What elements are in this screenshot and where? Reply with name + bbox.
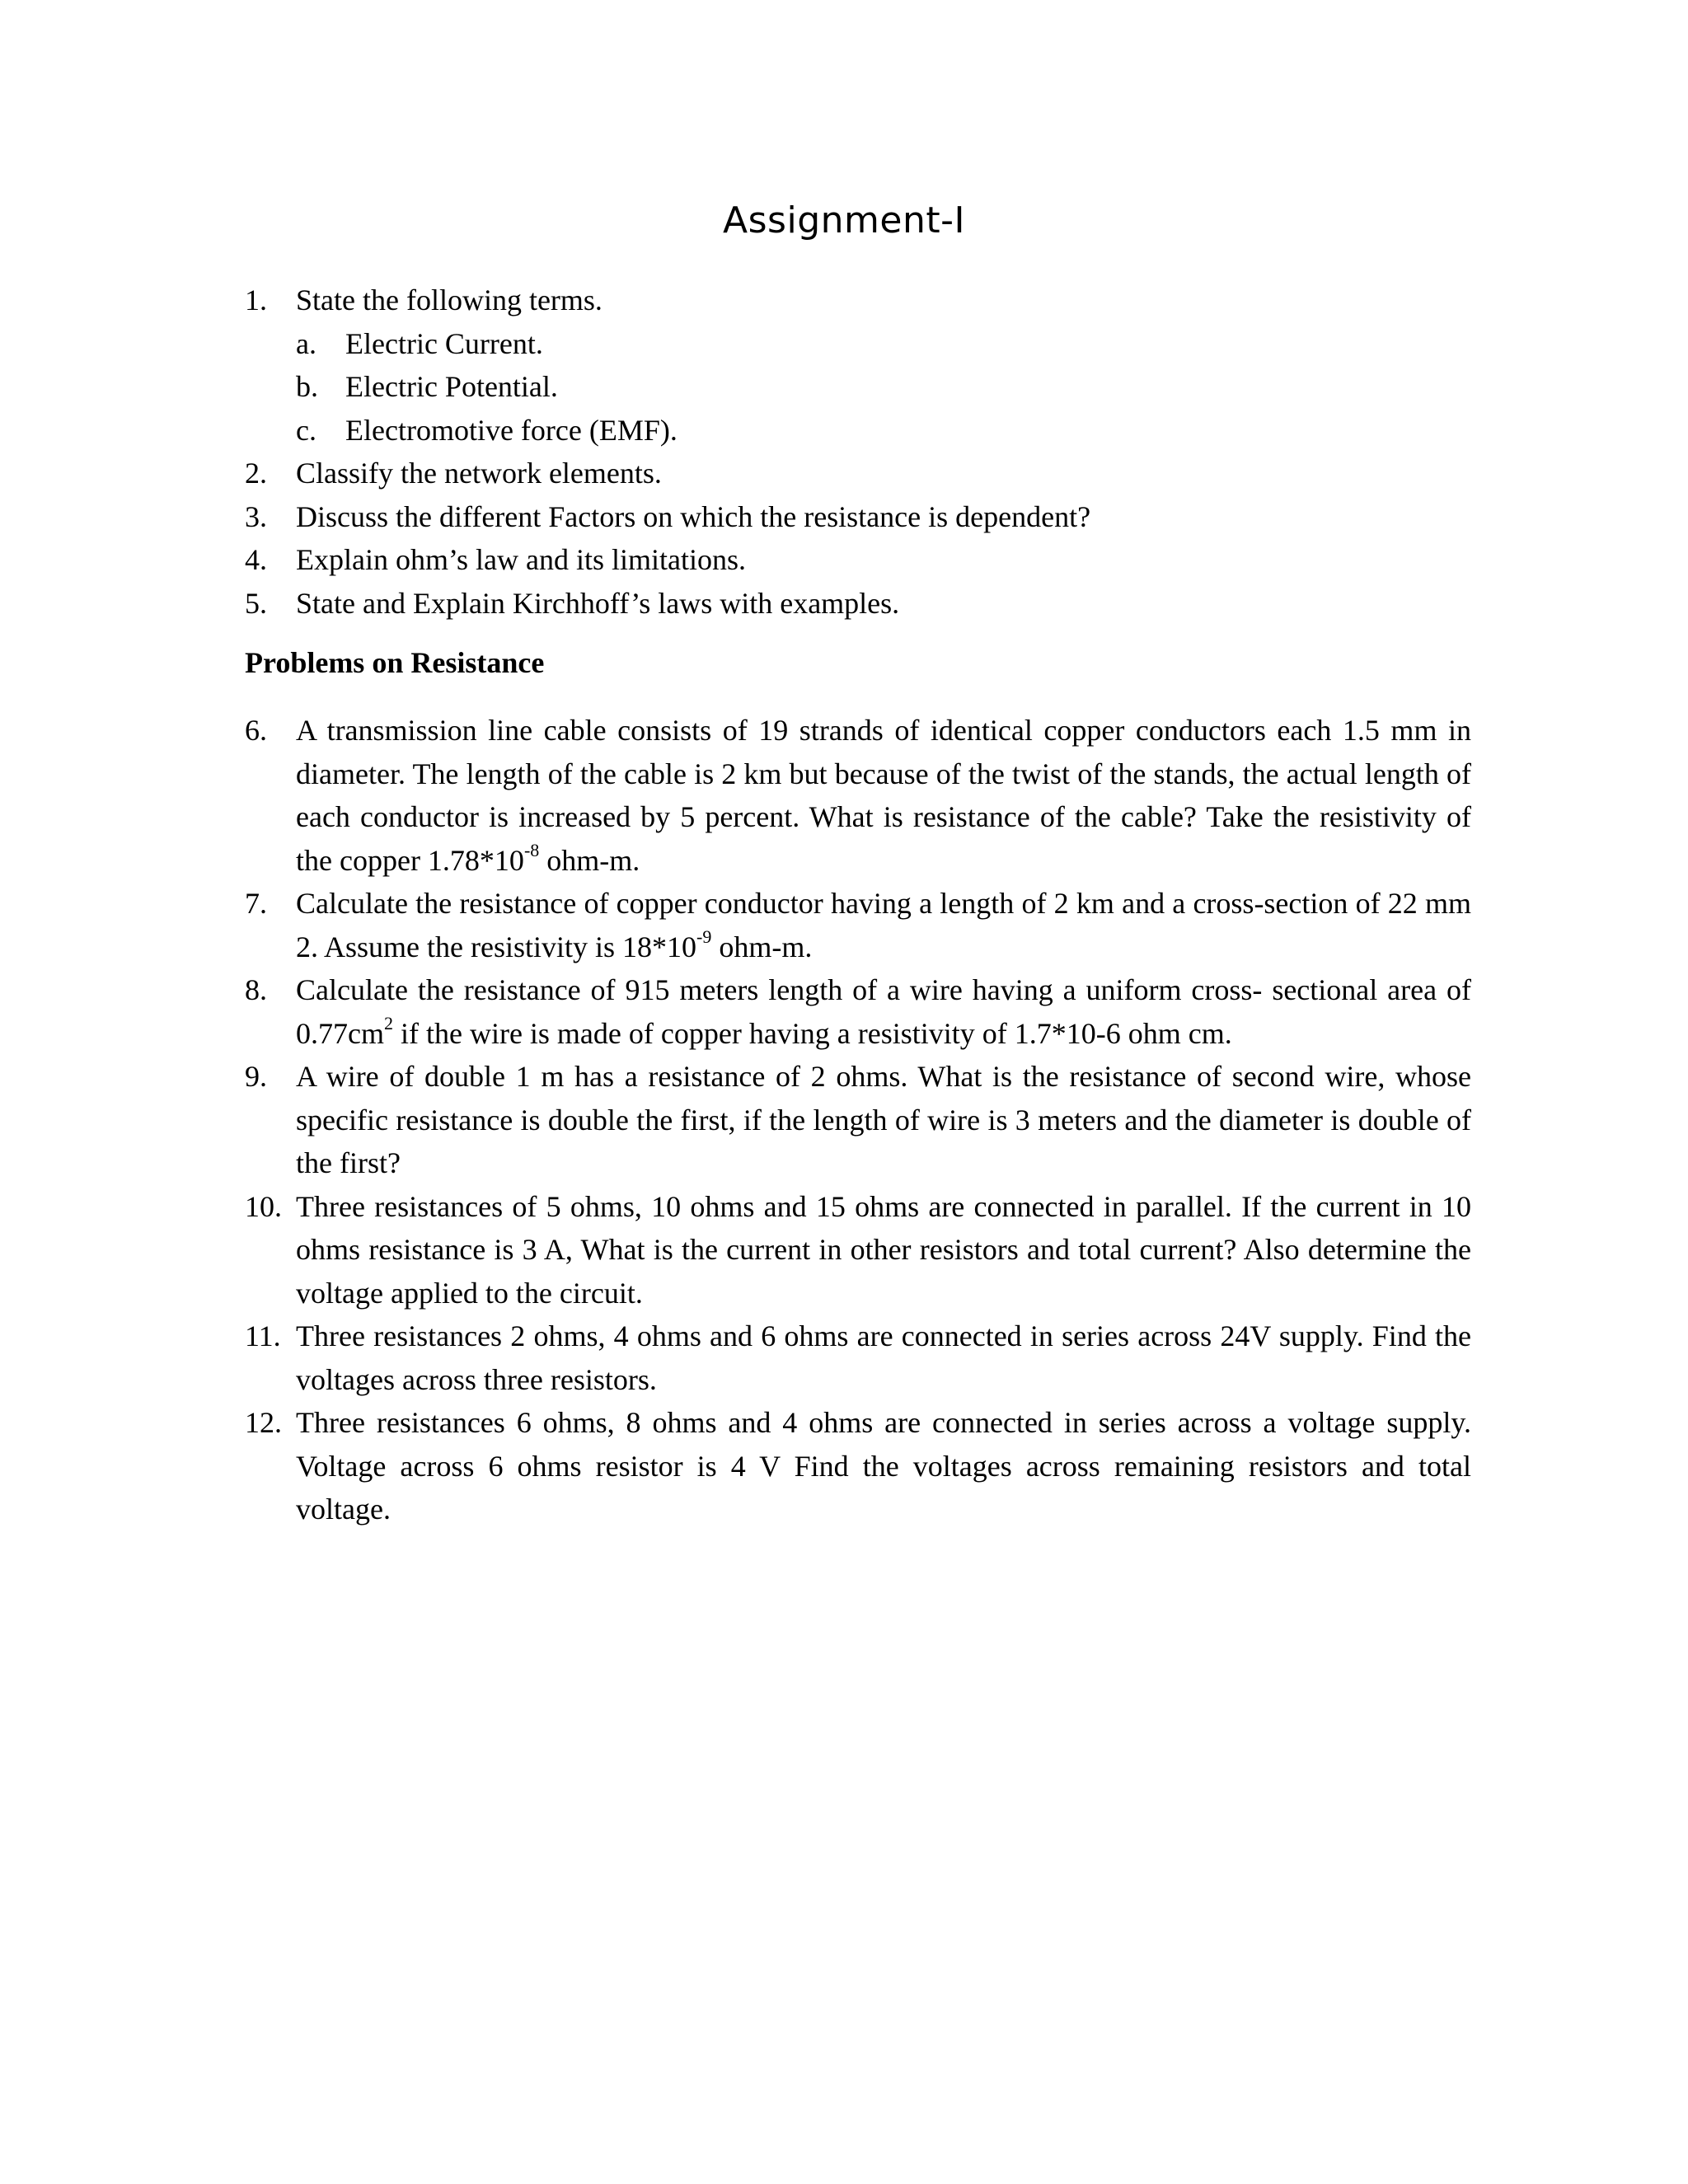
question-2 [245,452,1471,495]
question-text: State and Explain Kirchhoff’s laws with examples. [296,586,900,620]
question-9 [245,1055,1471,1185]
question-text-tail: if the wire is made of copper having a resistivity of 1.7*10-6 ohm cm. [392,1016,1232,1050]
question-number: 4. [245,543,267,576]
exponent: -9 [696,926,712,947]
exponent: -8 [523,839,540,860]
question-number: 1. [245,284,267,316]
question-number: 2. [245,457,267,490]
page-title: Assignment-I [723,199,965,241]
question-text: Three resistances 2 ohms, 4 ohms and 6 ohms are connected in series across 24V supply. Find the voltages across three resistors. [296,1319,1471,1396]
question-1 [245,279,1471,322]
question-number: 8. [245,973,267,1006]
question-text: Three resistances of 5 ohms, 10 ohms and 15 ohms are connected in parallel. If the current in 10 ohms resistance is 3 A, What is the current in other resistors and total current? Also determine the voltage applied to the circuit. [296,1189,1471,1310]
question-text: Discuss the different Factors on which the resistance is dependent? [296,499,1091,533]
sub-item-letter: a. [296,326,316,360]
question-text: A wire of double 1 m has a resistance of 2 ohms. What is the resistance of second wire, whose specific resistance is double the first, if the length of wire is 3 meters and the diameter is double of the first? [296,1060,1471,1179]
question-11 [245,1315,1471,1401]
question-number: 11. [245,1319,281,1352]
section-heading: Problems on Resistance [245,646,545,679]
question-text-tail: ohm-m. [539,843,640,877]
question-text: Three resistances 6 ohms, 8 ohms and 4 ohms are connected in series across a voltage supply. Voltage across 6 ohms resistor is 4 V Find the voltages across remaining resistors and total voltage. [296,1406,1471,1526]
question-text: State the following terms. [296,284,603,316]
sub-item-a [245,322,1471,366]
question-number: 10. [245,1189,282,1223]
question-number: 9. [245,1060,267,1093]
question-text: Explain ohm’s law and its limitations. [296,543,746,576]
question-6 [245,709,1471,882]
sub-item-c [245,409,1471,452]
question-10 [245,1185,1471,1315]
question-text: Classify the network elements. [296,457,662,490]
sub-item-b [245,365,1471,409]
question-text-tail: ohm-m. [711,930,813,963]
sub-item-text: Electromotive force (EMF). [345,413,678,447]
question-text: A transmission line cable consists of 19 strands of identical copper conductors each 1.5 mm in diameter. The length of the cable is 2 km but because of the twist of the stands, the actual length of each conductor is increased by 5 percent. What is resistance of the cable? Take the resistivity of the copper 1.78*10 [296,714,1471,877]
question-3 [245,495,1471,539]
question-number: 12. [245,1406,282,1439]
question-text: Calculate the resistance of copper conductor having a length of 2 km and a cross-section of 22 mm 2. Assume the resistivity is 18*10 [296,887,1471,963]
question-4 [245,538,1471,582]
sub-item-text: Electric Current. [345,326,543,360]
question-8 [245,968,1471,1055]
question-number: 3. [245,499,267,533]
question-number: 7. [245,887,267,920]
sub-item-letter: b. [296,370,318,403]
question-number: 6. [245,714,267,747]
question-text: Calculate the resistance of 915 meters length of a wire having a uniform cross- sectional area of 0.77cm [296,973,1471,1050]
exponent: 2 [383,1012,393,1033]
question-number: 5. [245,586,267,620]
question-5 [245,582,1471,626]
assignment-content [245,279,1471,1531]
question-7 [245,882,1471,968]
sub-item-text: Electric Potential. [345,370,558,403]
question-12 [245,1401,1471,1531]
sub-item-letter: c. [296,413,316,447]
